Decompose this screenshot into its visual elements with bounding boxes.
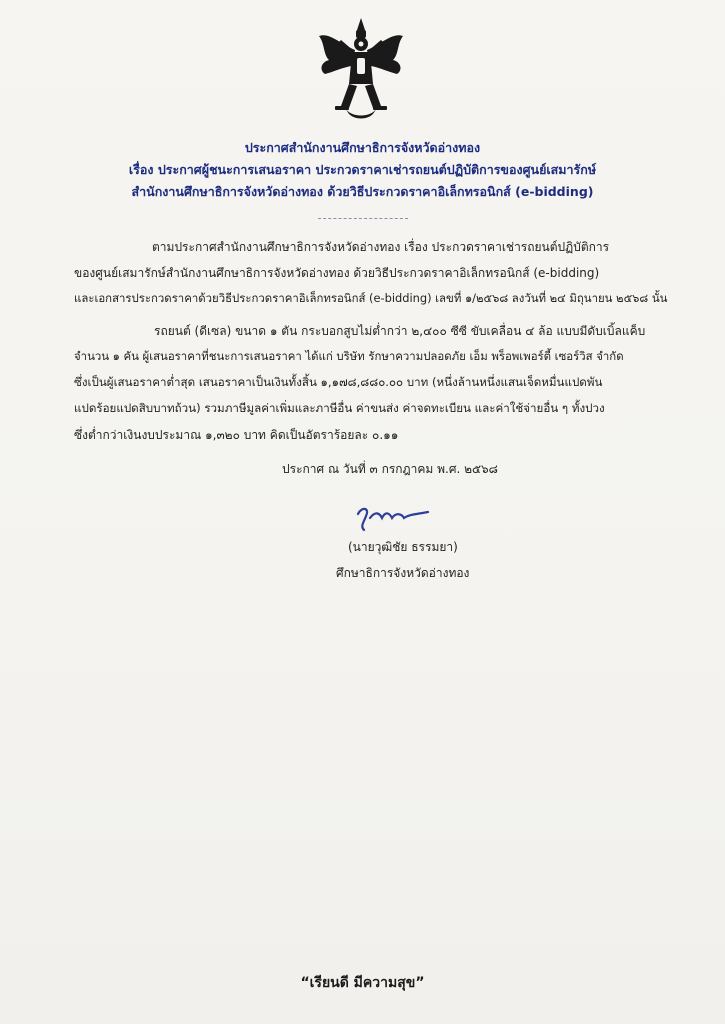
announcement-subject-line-2: สำนักงานศึกษาธิการจังหวัดอ่างทอง ด้วยวิธีประกวดราคาอิเล็กทรอนิกส์ (e-bidding) xyxy=(131,184,594,199)
paragraph-2-line-2: จำนวน ๑ คัน ผู้เสนอราคาที่ชนะการเสนอราคา ได้แก่ บริษัท รักษาความปลอดภัย เอ็ม พร็อพเพอร์ตี้ เซอร์วิส จำกัด xyxy=(74,349,624,363)
paragraph-2-line-4: แปดร้อยแปดสิบบาทถ้วน) รวมภาษีมูลค่าเพิ่มและภาษีอื่น ค่าขนส่ง ค่าจดทะเบียน และค่าใช้จ่ายอื่น ๆ ทั้งปวง xyxy=(74,401,605,415)
announcement-subject-line-1: เรื่อง ประกาศผู้ชนะการเสนอราคา ประกวดราคาเช่ารถยนต์ปฏิบัติการของศูนย์เสมารักษ์ xyxy=(128,162,597,177)
signatory-name: (นายวุฒิชัย ธรรมยา) xyxy=(348,540,458,554)
paragraph-2-line-5: ซึ่งต่ำกว่าเงินงบประมาณ ๑,๓๒๐ บาท คิดเป็นอัตราร้อยละ ๐.๑๑ xyxy=(74,428,399,442)
paragraph-2-line-1: รถยนต์ (ดีเซล) ขนาด ๑ ตัน กระบอกสูบไม่ต่ำกว่า ๒,๔๐๐ ซีซี ขับเคลื่อน ๔ ล้อ แบบมีดับเบิ้ลแค็บ xyxy=(154,324,646,338)
signature-icon xyxy=(352,500,432,534)
paragraph-2-line-3: ซึ่งเป็นผู้เสนอราคาต่ำสุด เสนอราคาเป็นเงินทั้งสิ้น ๑,๑๗๘,๘๘๐.๐๐ บาท (หนึ่งล้านหนึ่งแสนเจ็ดหมื่นแปดพัน xyxy=(74,375,603,389)
paragraph-1-line-3: และเอกสารประกวดราคาด้วยวิธีประกวดราคาอิเล็กทรอนิกส์ (e-bidding) เลขที่ ๑/๒๕๖๘ ลงวันที่ ๒๔ มิถุนายน ๒๕๖๘ นั้น xyxy=(74,291,668,305)
paragraph-1-line-1: ตามประกาศสำนักงานศึกษาธิการจังหวัดอ่างทอง เรื่อง ประกวดราคาเช่ารถยนต์ปฏิบัติการ xyxy=(152,240,610,254)
announce-date: ประกาศ ณ วันที่ ๓ กรกฎาคม พ.ศ. ๒๕๖๘ xyxy=(282,462,498,476)
paragraph-1-line-2: ของศูนย์เสมารักษ์สำนักงานศึกษาธิการจังหวัดอ่างทอง ด้วยวิธีประกวดราคาอิเล็กทรอนิกส์ (e-bidding) xyxy=(74,266,600,280)
garuda-emblem-icon xyxy=(311,14,411,124)
title-divider xyxy=(318,218,408,219)
motto-footer: “เรียนดี มีความสุข” xyxy=(300,975,425,991)
announcement-title: ประกาศสำนักงานศึกษาธิการจังหวัดอ่างทอง xyxy=(244,140,481,155)
signatory-position: ศึกษาธิการจังหวัดอ่างทอง xyxy=(336,566,470,580)
